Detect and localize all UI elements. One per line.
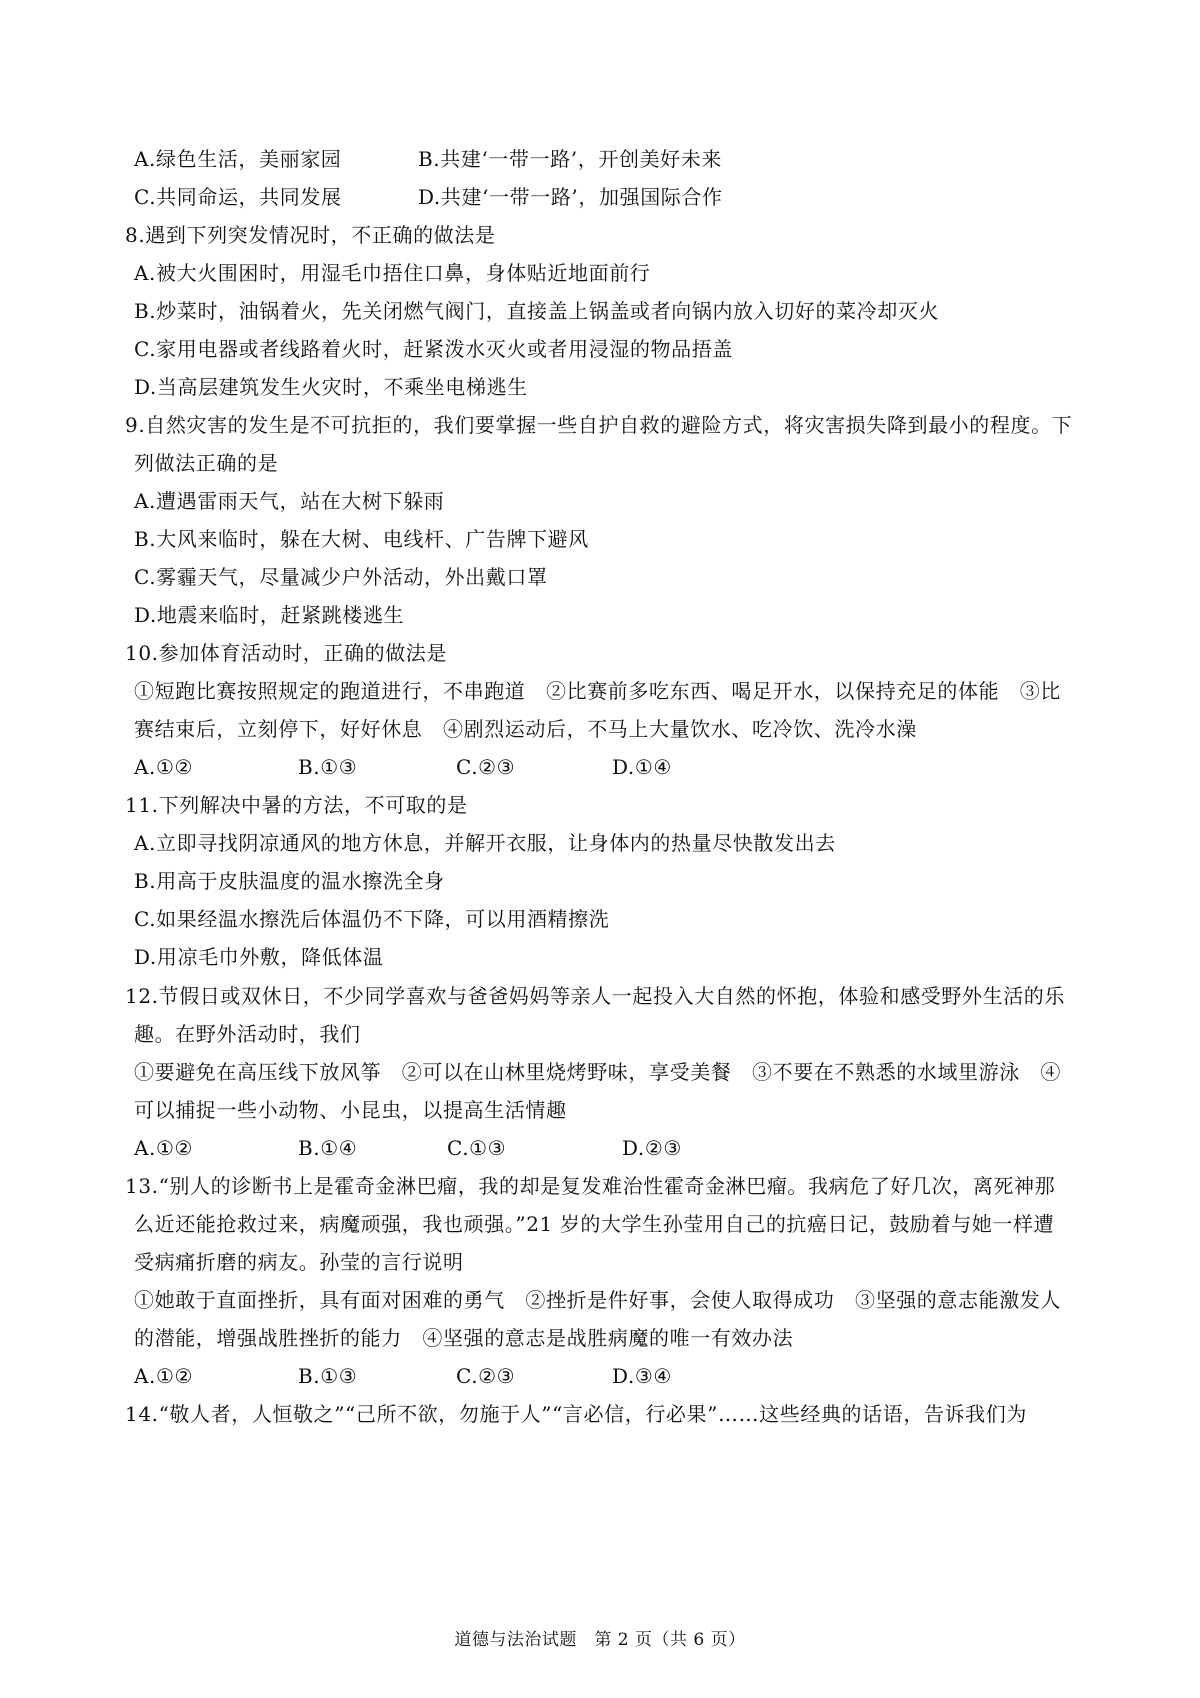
question-13-option-d: D.③④ (612, 1364, 672, 1388)
question-8-option-d: D.当高层建筑发生火灾时，不乘坐电梯逃生 (134, 375, 528, 399)
question-12-stem-cont: 趣。在野外活动时，我们 (134, 1022, 361, 1046)
question-8-option-c: C.家用电器或者线路着火时，赶紧泼水灭火或者用浸湿的物品捂盖 (134, 337, 733, 361)
question-13-stem: 13.“别人的诊断书上是霍奇金淋巴瘤，我的却是复发难治性霍奇金淋巴瘤。我病危了好几次，离死神那 (125, 1174, 1056, 1198)
question-9-option-c: C.雾霾天气，尽量减少户外活动，外出戴口罩 (134, 565, 548, 589)
option-d: D.共建‘一带一路’，加强国际合作 (418, 185, 723, 209)
question-11-option-c: C.如果经温水擦洗后体温仍不下降，可以用酒精擦洗 (134, 907, 610, 931)
question-8-option-a: A.被大火围困时，用湿毛巾捂住口鼻，身体贴近地面前行 (134, 261, 651, 285)
question-8-stem: 8.遇到下列突发情况时，不正确的做法是 (125, 223, 496, 247)
question-10-option-d: D.①④ (612, 755, 672, 779)
question-12-statements: ①要避免在高压线下放风筝 ②可以在山林里烧烤野味，享受美餐 ③不要在不熟悉的水域里游泳 ④ (134, 1060, 1061, 1084)
question-13-option-b: B.①③ (298, 1364, 358, 1388)
question-9-stem: 9.自然灾害的发生是不可抗拒的，我们要掌握一些自护自救的避险方式，将灾害损失降到最小的程度。下 (125, 413, 1073, 437)
question-11-option-a: A.立即寻找阴凉通风的地方休息，并解开衣服，让身体内的热量尽快散发出去 (134, 831, 836, 855)
question-12-option-c: C.①③ (447, 1136, 507, 1160)
question-13-option-a: A.①② (134, 1364, 194, 1388)
question-10-option-a: A.①② (134, 755, 194, 779)
question-13-statements-cont: 的潜能，增强战胜挫折的能力 ④坚强的意志是战胜病魔的唯一有效办法 (134, 1326, 794, 1350)
question-9-stem-cont: 列做法正确的是 (134, 451, 279, 475)
question-13-stem-cont: 么近还能抢救过来，病魔顽强，我也顽强。”21 岁的大学生孙莹用自己的抗癌日记，鼓励着与她一样遭 (134, 1212, 1055, 1236)
question-10-option-c: C.②③ (456, 755, 516, 779)
question-9-option-d: D.地震来临时，赶紧跳楼逃生 (134, 603, 405, 627)
question-12-stem: 12.节假日或双休日，不少同学喜欢与爸爸妈妈等亲人一起投入大自然的怀抱，体验和感受野外生活的乐 (125, 984, 1066, 1008)
question-9-option-a: A.遭遇雷雨天气，站在大树下躲雨 (134, 489, 445, 513)
question-11-option-d: D.用凉毛巾外敷，降低体温 (134, 945, 384, 969)
question-13-option-c: C.②③ (456, 1364, 516, 1388)
question-12-option-b: B.①④ (298, 1136, 358, 1160)
question-10-statements: ①短跑比赛按照规定的跑道进行，不串跑道 ②比赛前多吃东西、喝足开水，以保持充足的体能 ③比 (134, 679, 1061, 703)
question-14-stem: 14.“敬人者，人恒敬之”“己所不欲，勿施于人”“言必信，行必果”……这些经典的话语，告诉我们为 (125, 1402, 1027, 1426)
question-11-option-b: B.用高于皮肤温度的温水擦洗全身 (134, 869, 445, 893)
question-12-statements-cont: 可以捕捉一些小动物、小昆虫，以提高生活情趣 (134, 1098, 567, 1122)
question-13-stem-cont-2: 受病痛折磨的病友。孙莹的言行说明 (134, 1250, 464, 1274)
question-13-statements: ①她敢于直面挫折，具有面对困难的勇气 ②挫折是件好事，会使人取得成功 ③坚强的意志能激发人 (134, 1288, 1061, 1312)
question-10-statements-cont: 赛结束后，立刻停下，好好休息 ④剧烈运动后，不马上大量饮水、吃冷饮、洗冷水澡 (134, 717, 917, 741)
option-c: C.共同命运，共同发展 (134, 185, 342, 209)
page-footer: 道德与法治试题 第 2 页（共 6 页） (454, 1630, 746, 1650)
question-10-option-b: B.①③ (298, 755, 358, 779)
option-b: B.共建‘一带一路’，开创美好未来 (418, 147, 722, 171)
question-10-stem: 10.参加体育活动时，正确的做法是 (125, 641, 448, 665)
question-12-option-a: A.①② (134, 1136, 194, 1160)
question-8-option-b: B.炒菜时，油锅着火，先关闭燃气阀门，直接盖上锅盖或者向锅内放入切好的菜冷却灭火 (134, 299, 940, 323)
question-11-stem: 11.下列解决中暑的方法，不可取的是 (125, 793, 468, 817)
question-9-option-b: B.大风来临时，躲在大树、电线杆、广告牌下避风 (134, 527, 589, 551)
option-a: A.绿色生活，美丽家园 (134, 147, 342, 171)
question-12-option-d: D.②③ (622, 1136, 682, 1160)
